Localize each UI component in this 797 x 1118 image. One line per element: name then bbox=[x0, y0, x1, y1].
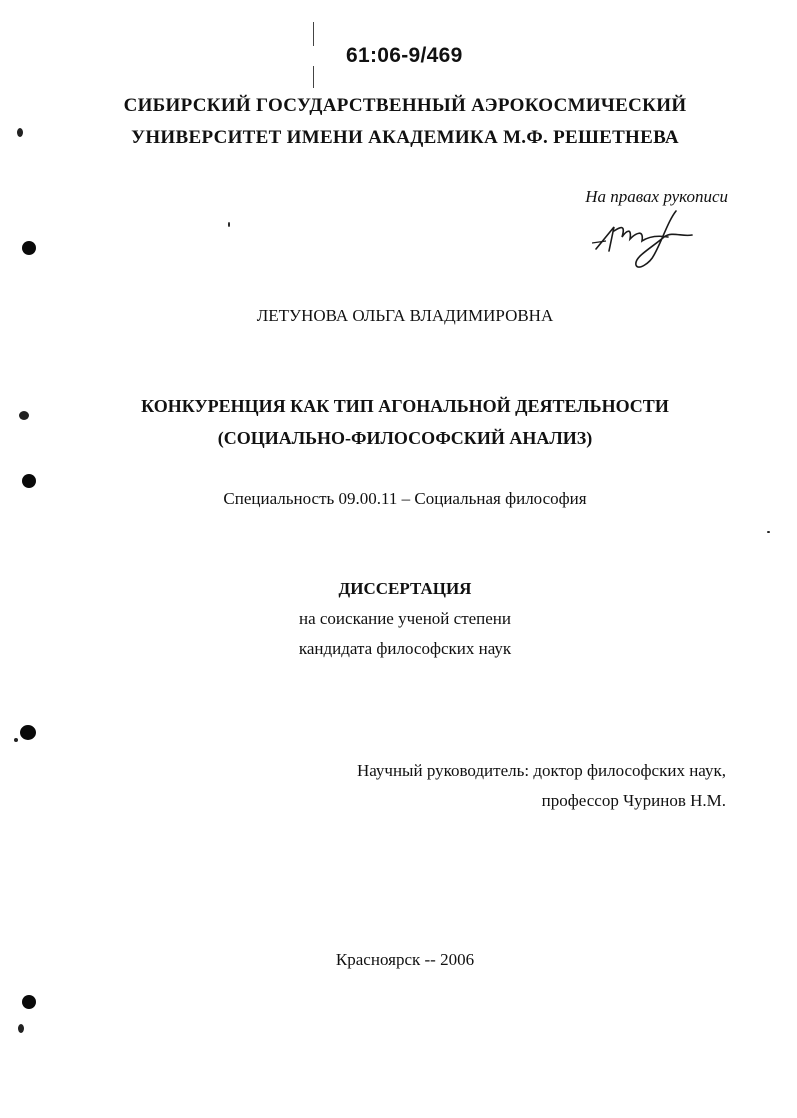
degree-line-2: кандидата философских наук bbox=[298, 639, 512, 658]
margin-line bbox=[313, 22, 314, 46]
supervisor-line-2: профессор Чуринов Н.М. bbox=[541, 791, 726, 810]
signature-image bbox=[592, 207, 702, 275]
binder-hole bbox=[22, 241, 36, 255]
scan-speck bbox=[767, 531, 770, 533]
scan-speck bbox=[14, 738, 18, 742]
scan-speck bbox=[18, 1024, 24, 1033]
university-name-line-1: СИБИРСКИЙ ГОСУДАРСТВЕННЫЙ АЭРОКОСМИЧЕСКИЙ bbox=[123, 95, 687, 116]
scan-speck bbox=[19, 411, 29, 420]
supervisor-line-1: Научный руководитель: доктор философских наук, bbox=[356, 761, 726, 780]
specialty: Специальность 09.00.11 – Социальная философия bbox=[223, 489, 587, 508]
author-name: ЛЕТУНОВА ОЛЬГА ВЛАДИМИРОВНА bbox=[256, 306, 554, 325]
university-name-line-2: УНИВЕРСИТЕТ ИМЕНИ АКАДЕМИКА М.Ф. РЕШЕТНЕВА bbox=[131, 127, 679, 148]
dissertation-title-line-2: (СОЦИАЛЬНО-ФИЛОСОФСКИЙ АНАЛИЗ) bbox=[217, 428, 593, 448]
binder-hole bbox=[22, 474, 36, 488]
scan-speck bbox=[228, 222, 230, 227]
dissertation-title-line-1: КОНКУРЕНЦИЯ КАК ТИП АГОНАЛЬНОЙ ДЕЯТЕЛЬНОСТИ bbox=[141, 396, 669, 416]
city-year: Красноярск -- 2006 bbox=[335, 950, 475, 969]
scan-speck bbox=[17, 128, 23, 137]
binder-hole bbox=[22, 995, 36, 1009]
manuscript-rights-note: На правах рукописи bbox=[585, 187, 728, 206]
binder-hole bbox=[20, 725, 36, 740]
catalog-number: 61:06-9/469 bbox=[346, 44, 463, 67]
margin-line bbox=[313, 66, 314, 88]
degree-line-1: на соискание ученой степени bbox=[298, 609, 512, 628]
document-type: ДИССЕРТАЦИЯ bbox=[338, 579, 472, 598]
